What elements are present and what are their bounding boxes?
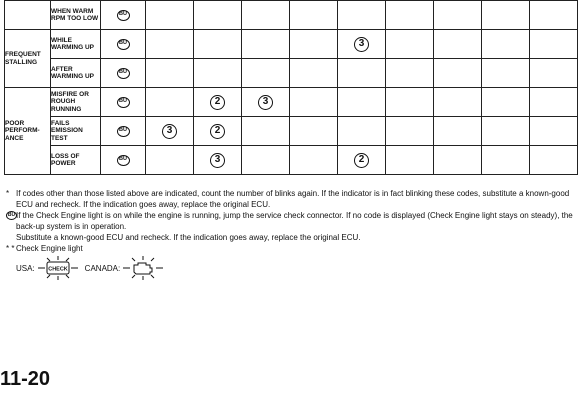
code-cell <box>338 1 386 30</box>
code-cell <box>194 59 242 88</box>
code-cell <box>242 30 290 59</box>
bu-mark: BU <box>117 68 130 79</box>
code-cell <box>338 117 386 146</box>
code-cell <box>194 30 242 59</box>
bu-mark: BU <box>117 39 130 50</box>
code-cell <box>194 117 242 146</box>
bu-mark: BU <box>7 212 16 219</box>
code-cell <box>386 146 434 175</box>
condition-label: MISFIRE OR ROUGH RUNNING <box>51 88 101 117</box>
bu-cell <box>101 146 146 175</box>
canada-label: CANADA: <box>84 263 121 273</box>
check-engine-lamps <box>6 255 574 281</box>
footnote-mark: * <box>6 189 10 198</box>
group-label <box>5 1 51 30</box>
code-cell <box>146 117 194 146</box>
code-cell <box>482 59 530 88</box>
table-row <box>5 88 578 117</box>
usa-label: USA: <box>16 263 35 273</box>
page-number: 11-20 <box>0 368 51 390</box>
code-cell <box>338 59 386 88</box>
code-cell <box>434 146 482 175</box>
code-cell <box>530 117 578 146</box>
bu-cell <box>101 59 146 88</box>
code-cell <box>482 88 530 117</box>
code-cell <box>338 146 386 175</box>
table-row <box>5 146 578 175</box>
code-cell <box>386 59 434 88</box>
code-cell <box>386 30 434 59</box>
code-mark: 2 <box>210 95 225 110</box>
table-row <box>5 30 578 59</box>
bu-cell <box>101 1 146 30</box>
lamp-label: CHECK <box>47 266 68 273</box>
condition-label: WHILE WARMING UP <box>51 30 101 59</box>
condition-label: FAILS EMISSION TEST <box>51 117 101 146</box>
footnote-2-continued: Substitute a known-good ECU and recheck. If the indication goes away, replace the original ECU. <box>16 233 361 242</box>
code-cell <box>434 1 482 30</box>
footnote-3 <box>6 243 574 254</box>
code-cell <box>194 1 242 30</box>
code-mark: 2 <box>210 124 225 139</box>
footnote-1 <box>6 188 574 210</box>
code-cell <box>338 30 386 59</box>
check-engine-lamp-usa-icon <box>37 255 79 281</box>
code-cell <box>146 59 194 88</box>
code-cell <box>242 146 290 175</box>
code-cell <box>194 146 242 175</box>
group-label: POOR PERFORM- ANCE <box>5 88 51 175</box>
footnote-2 <box>6 210 574 232</box>
condition-label: LOSS OF POWER <box>51 146 101 175</box>
code-cell <box>290 59 338 88</box>
table-row <box>5 59 578 88</box>
condition-label: WHEN WARM RPM TOO LOW <box>51 1 101 30</box>
footnotes <box>6 188 574 281</box>
code-cell <box>530 59 578 88</box>
code-cell <box>242 59 290 88</box>
code-cell <box>242 117 290 146</box>
code-cell <box>146 88 194 117</box>
check-engine-lamp-canada-icon <box>122 255 164 281</box>
table-row <box>5 1 578 30</box>
code-cell <box>530 88 578 117</box>
diagnosis-table <box>4 0 578 175</box>
bu-mark: BU <box>117 126 130 137</box>
code-cell <box>434 117 482 146</box>
bu-cell <box>101 30 146 59</box>
footnote-text: Check Engine light <box>16 244 83 253</box>
code-cell <box>386 1 434 30</box>
code-cell <box>482 117 530 146</box>
code-cell <box>290 146 338 175</box>
bu-mark: BU <box>117 155 130 166</box>
code-cell <box>290 117 338 146</box>
code-mark: 3 <box>258 95 273 110</box>
footnote-mark-bu <box>6 210 16 232</box>
code-cell <box>434 30 482 59</box>
code-cell <box>482 146 530 175</box>
code-mark: 2 <box>354 153 369 168</box>
footnote-mark: * * <box>6 244 15 253</box>
code-cell <box>530 1 578 30</box>
code-cell <box>242 1 290 30</box>
bu-cell <box>101 88 146 117</box>
code-mark: 3 <box>354 37 369 52</box>
code-cell <box>242 88 290 117</box>
code-cell <box>386 117 434 146</box>
code-cell <box>434 88 482 117</box>
bu-mark: BU <box>117 97 130 108</box>
code-cell <box>290 88 338 117</box>
bu-mark: BU <box>117 10 130 21</box>
code-cell <box>146 146 194 175</box>
code-cell <box>290 1 338 30</box>
footnote-text: If the Check Engine light is on while the engine is running, jump the service check connector. If no code is displayed (Check Engine light stays on steady), the back-up system is in operation. <box>16 211 573 231</box>
code-cell <box>530 30 578 59</box>
group-label: FREQUENT STALLING <box>5 30 51 88</box>
condition-label: AFTER WARMING UP <box>51 59 101 88</box>
code-cell <box>482 1 530 30</box>
code-cell <box>194 88 242 117</box>
footnote-text: If codes other than those listed above are indicated, count the number of blinks again. If the indicator is in fact blinking these codes, substitute a known-good ECU and recheck. If the indication goes away, replace the original ECU. <box>16 189 570 209</box>
code-cell <box>290 30 338 59</box>
code-cell <box>146 1 194 30</box>
code-mark: 3 <box>162 124 177 139</box>
code-cell <box>482 30 530 59</box>
code-cell <box>386 88 434 117</box>
code-cell <box>434 59 482 88</box>
code-mark: 3 <box>210 153 225 168</box>
bu-cell <box>101 117 146 146</box>
code-cell <box>338 88 386 117</box>
code-cell <box>146 30 194 59</box>
code-cell <box>530 146 578 175</box>
table-row <box>5 117 578 146</box>
